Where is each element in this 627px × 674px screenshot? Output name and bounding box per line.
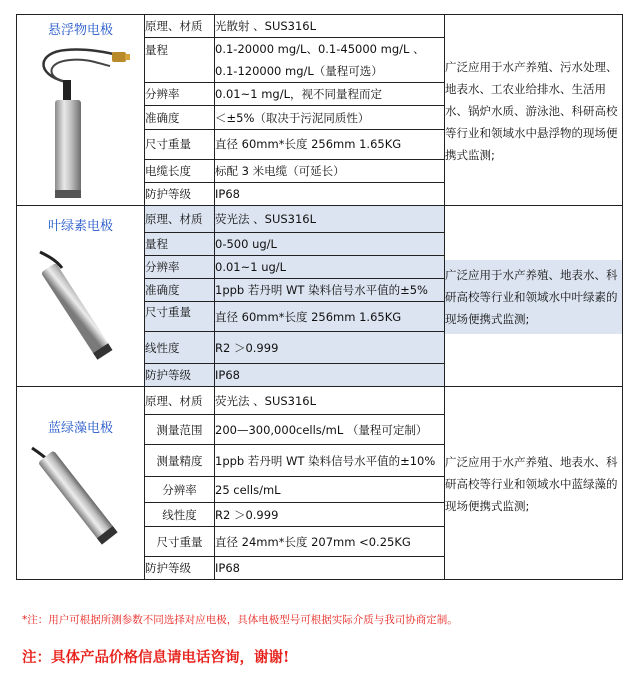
product-description — [445, 206, 623, 387]
spec-value: R2 ＞0.999 — [215, 332, 445, 364]
spec-value: R2 ＞0.999 — [215, 503, 445, 527]
price-notice: 注：具体产品价格信息请电话咨询，谢谢! — [22, 649, 290, 666]
spec-value: 0.01~1 ug/L — [215, 256, 445, 279]
spec-label: 尺寸重量 — [145, 527, 215, 557]
product-description: 广泛应用于水产养殖、污水处理、地表水、工农业给排水、生活用水、锅炉水质、游泳池、科研高校等行业和领域水中悬浮物的现场便携式监测; — [445, 15, 623, 206]
spec-label: 电缆长度 — [145, 159, 215, 182]
product-title: 叶绿素电极 — [47, 219, 113, 234]
spec-value: IP68 — [215, 364, 445, 387]
spec-label: 防护等级 — [145, 364, 215, 387]
spec-label: 线性度 — [145, 332, 215, 364]
spec-value: 200—300,000cells/mL （量程可定制） — [215, 415, 445, 445]
spec-value: 1ppb 若丹明 WT 染料信号水平值的±10% — [215, 445, 445, 477]
product-title: 蓝绿藻电极 — [47, 421, 113, 436]
spec-label: 准确度 — [145, 106, 215, 129]
spec-label: 防护等级 — [145, 182, 215, 205]
spec-label: 测量精度 — [145, 445, 215, 477]
spec-label: 量程 — [145, 38, 215, 83]
spec-value: ＜±5%（取决于污泥同质性） — [215, 106, 445, 129]
blue-green-algae-probe-image — [17, 440, 144, 553]
spec-label: 原理、材质 — [145, 387, 215, 415]
spec-label: 原理、材质 — [145, 206, 215, 233]
spec-value: 标配 3 米电缆（可延长） — [215, 159, 445, 182]
table-row — [17, 15, 623, 38]
spec-label: 测量范围 — [145, 415, 215, 445]
spec-value: 荧光法 、SUS316L — [215, 387, 445, 415]
spec-value: 直径 60mm*长度 256mm 1.65KG — [215, 302, 445, 332]
table-row — [17, 387, 623, 415]
spec-value: 1ppb 若丹明 WT 染料信号水平值的±5% — [215, 279, 445, 302]
spec-value: 直径 24mm*长度 207mm <0.25KG — [215, 527, 445, 557]
suspended-solids-probe-image — [17, 42, 144, 205]
spec-value: IP68 — [215, 182, 445, 205]
product-description: 广泛应用于水产养殖、地表水、科研高校等行业和领域水中蓝绿藻的现场便携式监测; — [445, 387, 623, 580]
spec-label: 量程 — [145, 233, 215, 256]
spec-value: IP68 — [215, 557, 445, 580]
spec-label: 线性度 — [145, 503, 215, 527]
spec-value: 0.1-20000 mg/L、0.1-45000 mg/L 、0.1-120000 mg/L（量程可选） — [215, 38, 445, 83]
chlorophyll-probe-image — [17, 238, 144, 381]
spec-value: 直径 60mm*长度 256mm 1.65KG — [215, 129, 445, 159]
spec-value: 0-500 ug/L — [215, 233, 445, 256]
spec-label: 尺寸重量 — [145, 129, 215, 159]
spec-label: 分辨率 — [145, 477, 215, 503]
product-cell — [17, 206, 145, 387]
product-cell — [17, 15, 145, 206]
spec-label: 分辨率 — [145, 83, 215, 106]
table-row — [17, 206, 623, 233]
spec-label: 防护等级 — [145, 557, 215, 580]
spec-label: 准确度 — [145, 279, 215, 302]
spec-value: 0.01~1 mg/L，视不同量程而定 — [215, 83, 445, 106]
spec-label: 尺寸重量 — [145, 302, 215, 332]
spec-label: 原理、材质 — [145, 15, 215, 38]
spec-label: 分辨率 — [145, 256, 215, 279]
product-cell — [17, 387, 145, 580]
spec-value: 荧光法 、SUS316L — [215, 206, 445, 233]
footnote: *注：用户可根据所测参数不同选择对应电极，具体电极型号可根据实际介质与我司协商定制。 — [22, 614, 458, 626]
spec-value: 25 cells/mL — [215, 477, 445, 503]
description-highlight: 广泛应用于水产养殖、地表水、科研高校等行业和领域水中叶绿素的现场便携式监测; — [445, 260, 622, 334]
spec-value: 光散射 、SUS316L — [215, 15, 445, 38]
product-title: 悬浮物电极 — [47, 23, 113, 38]
spec-table — [16, 14, 623, 580]
